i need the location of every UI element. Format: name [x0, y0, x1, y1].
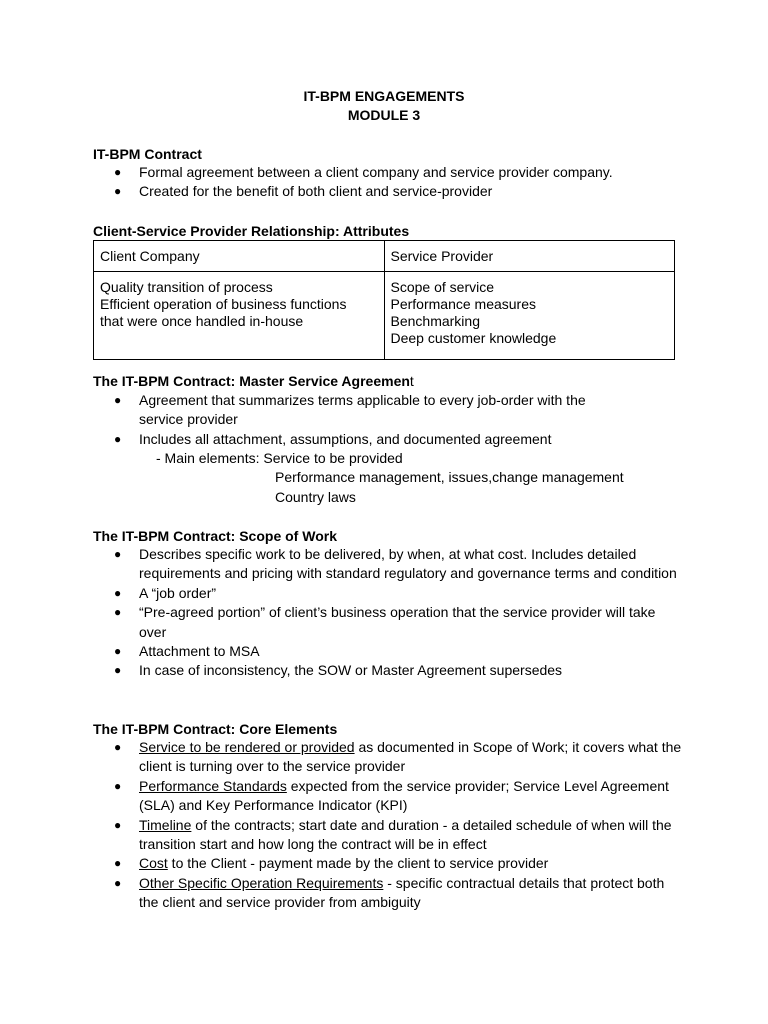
bullet-icon: ●	[114, 856, 122, 871]
list-item: ● “Pre-agreed portion” of client’s business operation that the service provider will take over	[114, 604, 656, 640]
bullet-icon: ●	[114, 778, 122, 793]
sow-bullet-list	[93, 545, 683, 681]
bullet-icon: ●	[114, 663, 122, 678]
document-subtitle: MODULE 3	[347, 107, 421, 123]
core-term: Timeline	[139, 816, 192, 833]
msa-main-elements: - Main elements: Service to be provided	[156, 450, 403, 466]
msa-bullet-list	[93, 391, 683, 449]
attributes-table	[93, 240, 675, 360]
bullet-icon: ●	[114, 184, 122, 199]
section-heading-core: The IT-BPM Contract: Core Elements	[93, 721, 338, 737]
list-item: ● Agreement that summarizes terms applicable to every job-order with the service provider	[114, 392, 586, 428]
bullet-icon: ●	[114, 585, 122, 600]
cell-line: Scope of service	[390, 279, 494, 295]
section-heading-msa: The IT-BPM Contract: Master Service Agreement	[93, 373, 414, 389]
list-item: ● A “job order”	[93, 584, 683, 603]
list-item: ● In case of inconsistency, the SOW or Master Agreement supersedes	[93, 661, 683, 680]
list-item: ● Attachment to MSA	[93, 642, 683, 661]
list-item: ● Describes specific work to be delivered, by when, at what cost. Includes detailed requirements and pricing with standard regulatory and governance terms and condition	[114, 546, 677, 582]
list-item: ● Timeline of the contracts; start date and duration - a detailed schedule of when will the transition start and how long the contract will be in effect	[114, 816, 672, 853]
list-item: ● Performance Standards expected from the service provider; Service Level Agreement (SLA) and Key Performance Indicator (KPI)	[114, 777, 669, 814]
msa-main-elements-line: Performance management, issues,change management	[275, 469, 624, 485]
cell-line: Quality transition of process	[100, 279, 273, 295]
bullet-icon: ●	[114, 817, 122, 832]
cell-line: that were once handled in-house	[100, 313, 304, 329]
section-heading-contract: IT-BPM Contract	[93, 146, 202, 162]
table-header-provider: Service Provider	[384, 241, 675, 272]
section-heading-relationship: Client-Service Provider Relationship: Attributes	[93, 223, 410, 239]
table-header-client: Client Company	[94, 241, 385, 272]
list-item: ● Formal agreement between a client company and service provider company.	[93, 163, 683, 182]
bullet-icon: ●	[114, 875, 122, 890]
bullet-icon: ●	[114, 393, 122, 407]
section-heading-sow: The IT-BPM Contract: Scope of Work	[93, 528, 337, 544]
list-item: ● Other Specific Operation Requirements - specific contractual details that protect both the client and service provider from ambiguity	[114, 874, 665, 911]
cell-line: Performance measures	[390, 296, 537, 312]
client-attributes-cell	[94, 272, 385, 360]
table-row	[94, 272, 675, 360]
cell-line: Efficient operation of business functions	[100, 296, 347, 312]
list-item: ● Service to be rendered or provided as documented in Scope of Work; it covers what the client is turning over to the service provider	[114, 739, 682, 775]
cell-line: Benchmarking	[390, 313, 480, 329]
msa-main-elements-line: Country laws	[275, 489, 356, 505]
bullet-icon: ●	[114, 547, 122, 561]
list-item: ● Cost to the Client - payment made by the client to service provider	[93, 854, 683, 873]
table-header-row	[94, 241, 675, 272]
provider-attributes-cell	[384, 272, 675, 360]
bullet-icon: ●	[114, 431, 122, 446]
list-item: ● Created for the benefit of both client and service-provider	[93, 182, 683, 201]
contract-bullet-list	[93, 163, 683, 202]
core-bullet-list	[93, 738, 683, 913]
core-term: Other Specific Operation Requirements	[139, 874, 384, 891]
bullet-icon: ●	[114, 605, 122, 620]
document-title: IT-BPM ENGAGEMENTS	[303, 88, 465, 104]
bullet-icon: ●	[114, 165, 122, 179]
core-term: Service to be rendered or provided	[139, 739, 355, 755]
cell-line: Deep customer knowledge	[390, 330, 557, 346]
list-item: ● Includes all attachment, assumptions, and documented agreement	[93, 430, 683, 449]
core-term: Cost	[139, 855, 168, 872]
core-term: Performance Standards	[139, 777, 287, 794]
bullet-icon: ●	[114, 740, 122, 754]
bullet-icon: ●	[114, 644, 122, 659]
